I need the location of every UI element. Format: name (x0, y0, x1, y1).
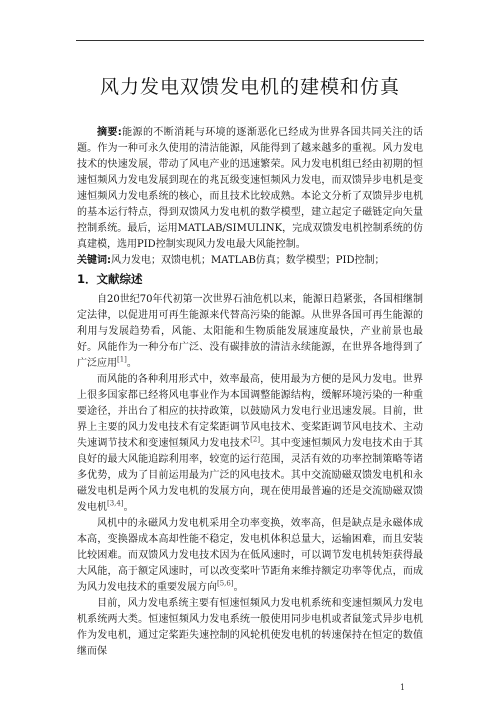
paragraph-text: 。 (233, 582, 244, 593)
paragraph-text: 自20世纪70年代初第一次世界石油危机以来，能源日趋紧张，各国相继制定法律，以促进用可再生能源来代替高污染的能源。从世界各国可再生能源的利用与发展趋势看，风能、太阳能和生物质能发展速度最快，产业前景也最好。风能作为一种分布广泛、没有碳排放的清洁永续能源，在世界各地得到了广泛应用 (77, 294, 423, 369)
body-paragraph-1 (77, 292, 423, 372)
page-number: 1 (400, 683, 406, 692)
body-paragraph-3 (77, 516, 423, 596)
abstract-label: 摘要: (97, 127, 122, 138)
paragraph-text: 目前，风力发电系统主要有恒速恒频风力发电机系统和变速恒频风力发电机系统两大类。恒速恒频风力发电系统一般使用同步电机或者鼠笼式异步电机作为发电机，通过定桨距失速控制的风轮机使发电机的转速保持在恒定的数值继而保 (77, 598, 423, 657)
header-rule (76, 40, 424, 41)
paragraph-text: 风机中的永磁风力发电机采用全功率变换，效率高，但是缺点是永磁体成本高，变换器成本高却性能不稳定，发电机体积总量大，运输困难，而且安装比较困难。而双馈风力发电技术因为在低风速时，可以调节发电机转矩获得最大风能，高于额定风速时，可以改变桨叶节距角来维持额定功率等优点，而成为风力发电技术的重要发展方向 (77, 518, 423, 593)
paper-title: 风力发电双馈发电机的建模和仿真 (99, 76, 400, 98)
section-heading: 1．文献综述 (77, 272, 143, 286)
abstract-paragraph (77, 125, 423, 253)
abstract-text: 能源的不断消耗与环境的逐渐恶化已经成为世界各国共同关注的话题。作为一种可永久使用的清洁能源，风能得到了越来越多的重视。风力发电技术的快速发展，带动了风电产业的迅速繁荣。风力发电机组已经由初期的恒速恒频风力发电发展到现在的兆瓦级变速恒频风力发电，而双馈异步电机是变速恒频风力发电系统的核心，而且技术比较成熟。本论文分析了双馈异步电机的基本运行特点，得到双馈风力发电机的数学模型，建立起定子磁链定向矢量控制系统。最后，运用MATLAB/SIMULINK，完成双馈发电机控制系统的仿真建模，选用PID控制实现风力发电最大风能控制。 (77, 127, 424, 250)
paragraph-text: 而风能的各种利用形式中，效率最高，使用最为方便的是风力发电。世界上很多国家都已经将风电事业作为本国调整能源结构，缓解环境污染的一种重要途径，并出台了相应的扶持政策，以鼓励风力发电行业迅速发展。目前，世界上主要的风力发电技术有定桨距调节风电技术、变桨距调节风电技术、主动失速调节技术和变速恒频风力发电技术 (77, 374, 423, 449)
citation-marker: [3,4] (107, 499, 124, 508)
paragraph-text: 。其中变速恒频风力发电技术由于其良好的最大风能追踪利用率，较宽的运行范围，灵活有效的功率控制策略等诸多优势，成为了目前运用最为广泛的风电技术。其中交流励磁双馈发电机和永磁发电机是两个风力发电机的发展方向，现在使用最普遍的还是交流励磁双馈发电机 (77, 438, 424, 513)
citation-marker: [1] (117, 355, 127, 364)
keywords-label: 关键词: (77, 255, 111, 266)
citation-marker: [2] (250, 435, 261, 444)
paper-body (77, 125, 423, 660)
paragraph-text: 。 (126, 358, 137, 369)
keywords-paragraph (77, 253, 423, 269)
body-paragraph-4 (77, 596, 423, 660)
citation-marker: [5,6] (217, 579, 234, 588)
paragraph-text: 。 (123, 502, 134, 513)
body-paragraph-2 (77, 372, 423, 516)
keywords-text: 风力发电；双馈电机；MATLAB仿真；数学模型；PID控制； (111, 255, 385, 266)
